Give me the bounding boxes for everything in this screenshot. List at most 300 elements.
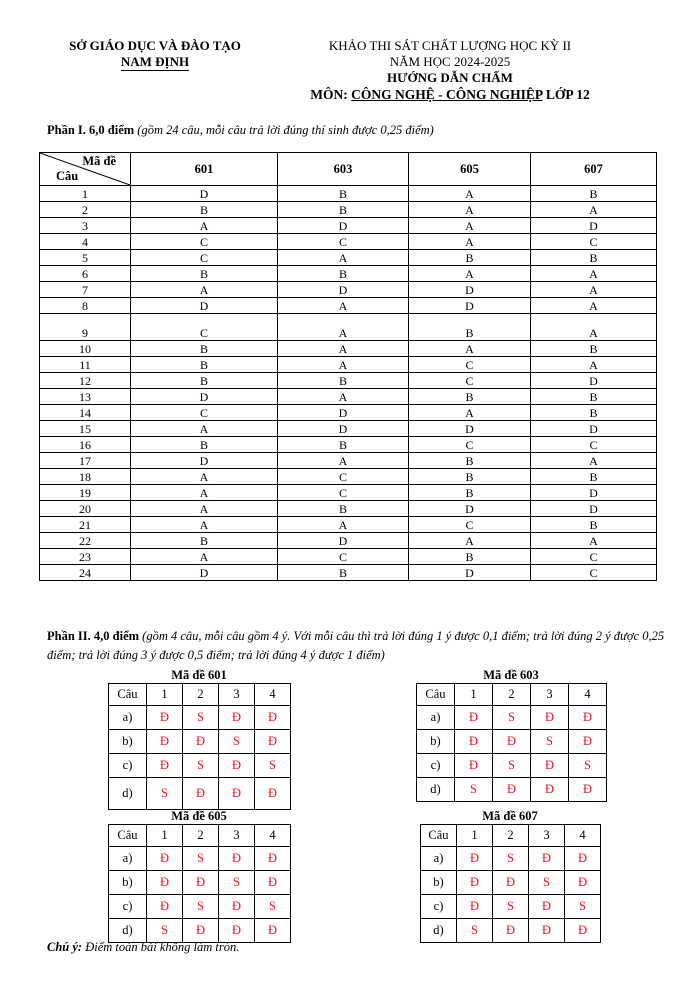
row-label: c) xyxy=(109,895,147,919)
answer-cell: B xyxy=(131,437,278,453)
answer-cell: A xyxy=(409,234,531,250)
table-row xyxy=(421,871,601,895)
question-header: Câu xyxy=(417,684,455,706)
answer-cell: C xyxy=(409,437,531,453)
answer-cell: Đ xyxy=(219,847,255,871)
answer-cell: B xyxy=(531,405,657,421)
answer-cell: D xyxy=(131,565,278,581)
answer-cell: S xyxy=(183,895,219,919)
answer-cell: B xyxy=(409,549,531,565)
part2-title: Phần II. 4,0 điểm xyxy=(47,629,140,643)
answer-cell: B xyxy=(409,469,531,485)
question-number: 8 xyxy=(40,298,131,314)
footer-text: Điểm toàn bài không làm tròn. xyxy=(82,940,240,954)
table-row xyxy=(40,501,657,517)
table-caption: Mã đề 607 xyxy=(482,809,538,823)
answer-cell: B xyxy=(409,389,531,405)
answer-cell: B xyxy=(278,565,409,581)
statement-number: 2 xyxy=(493,684,531,706)
answer-cell: A xyxy=(131,485,278,501)
answer-cell: Đ xyxy=(529,847,565,871)
answer-cell: B xyxy=(409,250,531,266)
footer-note xyxy=(47,940,239,955)
footer-label: Chú ý: xyxy=(47,940,83,954)
answer-cell: Đ xyxy=(147,754,183,778)
table-caption: Mã đề 605 xyxy=(171,809,227,823)
answer-cell: C xyxy=(131,314,278,341)
answer-cell: A xyxy=(131,218,278,234)
table-row xyxy=(40,421,657,437)
answer-cell: S xyxy=(457,919,493,943)
answer-cell: A xyxy=(278,357,409,373)
answer-cell: Đ xyxy=(531,754,569,778)
answer-cell: S xyxy=(493,706,531,730)
table-row xyxy=(40,373,657,389)
row-label: b) xyxy=(417,730,455,754)
answer-cell: D xyxy=(409,298,531,314)
statement-number: 1 xyxy=(147,684,183,706)
answer-cell: Đ xyxy=(219,919,255,943)
answer-cell: Đ xyxy=(147,847,183,871)
answer-cell: Đ xyxy=(255,919,291,943)
province-name xyxy=(50,54,260,70)
question-number: 15 xyxy=(40,421,131,437)
answer-cell: D xyxy=(131,298,278,314)
answer-cell: Đ xyxy=(255,778,291,810)
question-number: 16 xyxy=(40,437,131,453)
table-row xyxy=(40,469,657,485)
question-number: 5 xyxy=(40,250,131,266)
doc-title: HƯỚNG DẪN CHẤM xyxy=(387,70,513,85)
statement-number: 3 xyxy=(219,825,255,847)
answer-cell: C xyxy=(531,437,657,453)
answer-cell: A xyxy=(131,517,278,533)
table-row xyxy=(40,437,657,453)
answer-cell: S xyxy=(493,754,531,778)
answer-cell: Đ xyxy=(255,730,291,754)
answer-cell: Đ xyxy=(183,778,219,810)
row-label: d) xyxy=(421,919,457,943)
row-label: a) xyxy=(109,706,147,730)
part1-answer-table xyxy=(39,152,657,581)
subject-line xyxy=(265,87,635,103)
answer-cell: S xyxy=(529,871,565,895)
answer-cell: C xyxy=(131,250,278,266)
statement-number: 2 xyxy=(183,825,219,847)
statement-number: 1 xyxy=(457,825,493,847)
answer-cell: A xyxy=(131,421,278,437)
table-row xyxy=(417,730,607,754)
table-row xyxy=(421,919,601,943)
answer-cell: A xyxy=(409,218,531,234)
answer-cell: D xyxy=(278,218,409,234)
part2-note: (gồm 4 câu, mỗi câu gồm 4 ý. Với mỗi câu thì trả lời đúng 1 ý được 0,1 điểm; trả lời đúng 2 ý được 0,25 điểm; trả lời đúng 3 ý được 0,5 điểm; trả lời đúng 4 ý được 1 điểm) xyxy=(47,629,665,662)
answer-cell: A xyxy=(531,298,657,314)
row-label: b) xyxy=(109,871,147,895)
row-label: c) xyxy=(417,754,455,778)
answer-cell: B xyxy=(409,314,531,341)
table-row xyxy=(40,549,657,565)
answer-cell: A xyxy=(531,453,657,469)
question-number: 24 xyxy=(40,565,131,581)
true-false-table xyxy=(416,683,607,802)
answer-cell: Đ xyxy=(455,754,493,778)
answer-cell: B xyxy=(131,357,278,373)
answer-cell: A xyxy=(131,282,278,298)
table-row xyxy=(417,706,607,730)
answer-cell: C xyxy=(278,485,409,501)
corner-label-question: Câu xyxy=(56,169,79,183)
statement-number: 4 xyxy=(255,684,291,706)
table-row xyxy=(109,730,291,754)
answer-cell: Đ xyxy=(529,895,565,919)
table-row xyxy=(40,341,657,357)
table-row xyxy=(40,453,657,469)
answer-cell: B xyxy=(531,469,657,485)
row-label: c) xyxy=(109,754,147,778)
table-row xyxy=(109,919,291,943)
answer-cell: A xyxy=(131,549,278,565)
answer-cell: Đ xyxy=(183,730,219,754)
answer-cell: Đ xyxy=(565,919,601,943)
table-row xyxy=(40,485,657,501)
corner-label-code: Mã đề xyxy=(82,154,116,168)
table-row xyxy=(109,706,291,730)
answer-cell: Đ xyxy=(219,778,255,810)
answer-cell: Đ xyxy=(531,706,569,730)
question-number: 19 xyxy=(40,485,131,501)
statement-number: 4 xyxy=(255,825,291,847)
question-number: 13 xyxy=(40,389,131,405)
answer-cell: S xyxy=(183,706,219,730)
answer-cell: D xyxy=(278,282,409,298)
answer-cell: B xyxy=(531,341,657,357)
answer-cell: B xyxy=(131,202,278,218)
true-false-table xyxy=(420,824,601,943)
part2-heading xyxy=(47,627,667,665)
answer-cell: C xyxy=(278,469,409,485)
answer-cell: B xyxy=(531,517,657,533)
answer-cell: Đ xyxy=(183,919,219,943)
part1-note: (gồm 24 câu, mỗi câu trả lời đúng thí sinh được 0,25 điểm) xyxy=(137,123,434,137)
question-number: 21 xyxy=(40,517,131,533)
part1-heading xyxy=(47,122,667,138)
answer-cell: D xyxy=(131,453,278,469)
answer-cell: D xyxy=(531,485,657,501)
answer-cell: A xyxy=(278,341,409,357)
question-number: 10 xyxy=(40,341,131,357)
code-header: 601 xyxy=(131,153,278,186)
answer-cell: C xyxy=(131,234,278,250)
answer-cell: A xyxy=(531,202,657,218)
header-row xyxy=(421,825,601,847)
true-false-table xyxy=(108,824,291,943)
answer-cell: S xyxy=(493,895,529,919)
answer-cell: S xyxy=(219,871,255,895)
answer-cell: C xyxy=(409,517,531,533)
code-header: 607 xyxy=(531,153,657,186)
answer-cell: B xyxy=(278,186,409,202)
department-name: SỞ GIÁO DỤC VÀ ĐÀO TẠO xyxy=(69,38,241,53)
answer-cell: B xyxy=(131,373,278,389)
table-row xyxy=(40,282,657,298)
part2-table-607 xyxy=(420,808,601,943)
answer-cell: D xyxy=(531,373,657,389)
school-year: NĂM HỌC 2024-2025 xyxy=(389,54,511,69)
answer-cell: A xyxy=(131,501,278,517)
header-row xyxy=(417,684,607,706)
subject-name: CÔNG NGHỆ - CÔNG NGHIỆP xyxy=(351,87,543,102)
table-row xyxy=(40,250,657,266)
answer-cell: Đ xyxy=(457,847,493,871)
table-row xyxy=(421,847,601,871)
subject-prefix: MÔN: xyxy=(310,87,352,102)
table-row xyxy=(109,754,291,778)
answer-cell: S xyxy=(219,730,255,754)
answer-cell: S xyxy=(183,847,219,871)
question-header: Câu xyxy=(421,825,457,847)
answer-cell: Đ xyxy=(569,706,607,730)
answer-cell: Đ xyxy=(493,730,531,754)
table-row xyxy=(109,871,291,895)
answer-cell: B xyxy=(131,341,278,357)
table-row xyxy=(40,405,657,421)
answer-cell: C xyxy=(278,234,409,250)
table-row xyxy=(109,778,291,810)
table-row xyxy=(109,895,291,919)
answer-cell: A xyxy=(278,314,409,341)
part1-header-row xyxy=(40,153,657,186)
answer-cell: C xyxy=(531,234,657,250)
table-row xyxy=(40,565,657,581)
answer-cell: Đ xyxy=(493,919,529,943)
table-row xyxy=(417,778,607,802)
table-row xyxy=(40,389,657,405)
answer-cell: D xyxy=(531,501,657,517)
answer-cell: C xyxy=(531,565,657,581)
answer-cell: A xyxy=(409,341,531,357)
answer-cell: S xyxy=(255,754,291,778)
answer-cell: A xyxy=(531,314,657,341)
answer-cell: Đ xyxy=(219,706,255,730)
question-number: 2 xyxy=(40,202,131,218)
answer-cell: Đ xyxy=(147,871,183,895)
question-number: 1 xyxy=(40,186,131,202)
table-row xyxy=(40,266,657,282)
question-number: 18 xyxy=(40,469,131,485)
answer-cell: A xyxy=(131,469,278,485)
answer-cell: S xyxy=(255,895,291,919)
answer-cell: B xyxy=(131,533,278,549)
answer-cell: Đ xyxy=(569,730,607,754)
answer-cell: Đ xyxy=(493,778,531,802)
answer-cell: D xyxy=(531,421,657,437)
row-label: a) xyxy=(421,847,457,871)
answer-cell: B xyxy=(531,389,657,405)
table-row xyxy=(40,517,657,533)
question-number: 17 xyxy=(40,453,131,469)
table-row xyxy=(109,847,291,871)
answer-cell: D xyxy=(278,405,409,421)
answer-cell: B xyxy=(278,501,409,517)
question-number: 23 xyxy=(40,549,131,565)
answer-cell: A xyxy=(278,298,409,314)
part2-table-601 xyxy=(108,667,291,810)
question-number: 14 xyxy=(40,405,131,421)
answer-cell: A xyxy=(278,453,409,469)
part2-table-605 xyxy=(108,808,291,943)
answer-cell: Đ xyxy=(183,871,219,895)
answer-cell: S xyxy=(493,847,529,871)
answer-cell: Đ xyxy=(457,895,493,919)
answer-cell: A xyxy=(278,517,409,533)
answer-cell: D xyxy=(531,218,657,234)
answer-cell: B xyxy=(278,202,409,218)
answer-cell: B xyxy=(409,485,531,501)
exam-title: KHẢO THI SÁT CHẤT LƯỢNG HỌC KỲ II xyxy=(328,38,572,53)
row-label: d) xyxy=(417,778,455,802)
answer-cell: S xyxy=(569,754,607,778)
table-row xyxy=(417,754,607,778)
question-number: 7 xyxy=(40,282,131,298)
table-row xyxy=(40,533,657,549)
code-header: 605 xyxy=(409,153,531,186)
answer-cell: B xyxy=(131,266,278,282)
table-row xyxy=(40,234,657,250)
answer-cell: D xyxy=(409,421,531,437)
answer-cell: S xyxy=(531,730,569,754)
answer-cell: Đ xyxy=(255,847,291,871)
answer-cell: Đ xyxy=(255,871,291,895)
answer-cell: D xyxy=(409,501,531,517)
answer-cell: C xyxy=(131,405,278,421)
answer-cell: D xyxy=(131,186,278,202)
row-label: b) xyxy=(421,871,457,895)
answer-cell: A xyxy=(531,282,657,298)
answer-cell: Đ xyxy=(565,871,601,895)
statement-number: 3 xyxy=(219,684,255,706)
answer-cell: S xyxy=(183,754,219,778)
question-header: Câu xyxy=(109,825,147,847)
question-number: 22 xyxy=(40,533,131,549)
answer-cell: A xyxy=(278,250,409,266)
code-header: 603 xyxy=(278,153,409,186)
table-row xyxy=(40,314,657,341)
answer-cell: Đ xyxy=(529,919,565,943)
corner-cell xyxy=(40,153,131,186)
answer-cell: D xyxy=(131,389,278,405)
answer-cell: B xyxy=(278,437,409,453)
part2-table-603 xyxy=(416,667,607,802)
statement-number: 2 xyxy=(493,825,529,847)
row-label: b) xyxy=(109,730,147,754)
header-row xyxy=(109,684,291,706)
answer-cell: Đ xyxy=(219,895,255,919)
statement-number: 1 xyxy=(147,825,183,847)
row-label: d) xyxy=(109,919,147,943)
statement-number: 4 xyxy=(565,825,601,847)
question-number: 3 xyxy=(40,218,131,234)
answer-cell: S xyxy=(147,919,183,943)
answer-cell: Đ xyxy=(219,754,255,778)
statement-number: 2 xyxy=(183,684,219,706)
answer-cell: A xyxy=(409,202,531,218)
answer-cell: A xyxy=(531,266,657,282)
table-row xyxy=(40,218,657,234)
province-name-text: NAM ĐỊNH xyxy=(120,54,190,69)
answer-cell: B xyxy=(531,186,657,202)
statement-number: 3 xyxy=(529,825,565,847)
row-label: c) xyxy=(421,895,457,919)
answer-cell: Đ xyxy=(531,778,569,802)
part1-title: Phần I. 6,0 điểm xyxy=(47,123,135,137)
answer-cell: S xyxy=(147,778,183,810)
table-caption: Mã đề 603 xyxy=(483,668,539,682)
table-caption: Mã đề 601 xyxy=(171,668,227,682)
row-label: d) xyxy=(109,778,147,810)
answer-cell: Đ xyxy=(147,706,183,730)
answer-cell: Đ xyxy=(569,778,607,802)
header-row xyxy=(109,825,291,847)
answer-cell: A xyxy=(531,533,657,549)
answer-cell: D xyxy=(278,421,409,437)
answer-cell: B xyxy=(409,453,531,469)
answer-cell: A xyxy=(409,533,531,549)
answer-cell: D xyxy=(409,282,531,298)
answer-cell: A xyxy=(409,186,531,202)
answer-cell: Đ xyxy=(455,730,493,754)
table-row xyxy=(421,895,601,919)
answer-cell: S xyxy=(455,778,493,802)
statement-number: 1 xyxy=(455,684,493,706)
answer-cell: A xyxy=(409,405,531,421)
answer-cell: Đ xyxy=(457,871,493,895)
answer-cell: Đ xyxy=(255,706,291,730)
table-row xyxy=(40,298,657,314)
true-false-table xyxy=(108,683,291,810)
table-row xyxy=(40,202,657,218)
table-row xyxy=(40,357,657,373)
statement-number: 4 xyxy=(569,684,607,706)
question-number: 9 xyxy=(40,314,131,341)
answer-cell: A xyxy=(531,357,657,373)
question-header: Câu xyxy=(109,684,147,706)
answer-cell: A xyxy=(278,389,409,405)
answer-cell: B xyxy=(278,266,409,282)
answer-cell: A xyxy=(409,266,531,282)
table-row xyxy=(40,186,657,202)
answer-cell: C xyxy=(531,549,657,565)
answer-cell: S xyxy=(565,895,601,919)
answer-cell: Đ xyxy=(455,706,493,730)
answer-cell: Đ xyxy=(147,730,183,754)
question-number: 6 xyxy=(40,266,131,282)
answer-cell: Đ xyxy=(565,847,601,871)
statement-number: 3 xyxy=(531,684,569,706)
question-number: 20 xyxy=(40,501,131,517)
subject-grade: LỚP 12 xyxy=(542,87,590,102)
row-label: a) xyxy=(109,847,147,871)
answer-cell: D xyxy=(409,565,531,581)
answer-cell: C xyxy=(409,373,531,389)
question-number: 11 xyxy=(40,357,131,373)
answer-cell: D xyxy=(278,533,409,549)
answer-cell: Đ xyxy=(147,895,183,919)
answer-cell: C xyxy=(278,549,409,565)
question-number: 4 xyxy=(40,234,131,250)
answer-cell: Đ xyxy=(493,871,529,895)
question-number: 12 xyxy=(40,373,131,389)
